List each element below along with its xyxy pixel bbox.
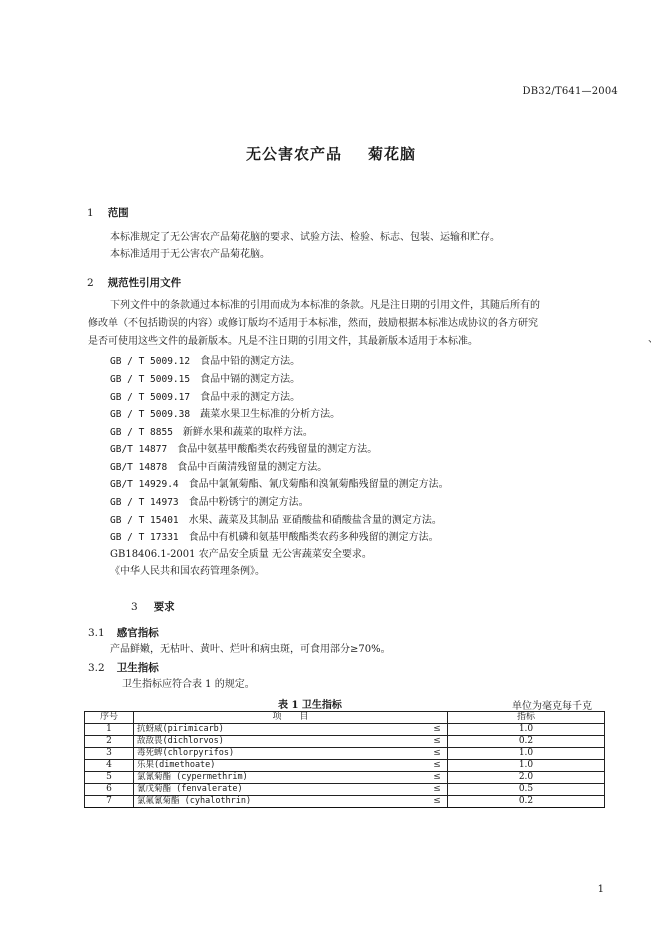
- cell-operator: ≤: [427, 736, 448, 748]
- cell-no: 6: [85, 784, 134, 796]
- cell-item: 氯氟氰菊酯 (cyhalothrin): [134, 796, 428, 808]
- normative-intro-line-3: 是否可使用这些文件的最新版本。凡是不注日期的引用文件，其最新版本适用于本标准。: [88, 336, 478, 347]
- cell-item: 抗蚜威(pirimicarb): [134, 724, 428, 736]
- cell-value: 0.5: [448, 784, 605, 796]
- cell-value: 1.0: [448, 748, 605, 760]
- subsection-3-2-heading: [88, 660, 159, 675]
- page-number: 1: [597, 884, 604, 895]
- col-header-no: 序号: [85, 712, 134, 724]
- section-number: 2: [87, 277, 94, 289]
- hygiene-indicator-table: [84, 711, 605, 808]
- cell-item: 氰戊菊酯 (fenvalerate): [134, 784, 428, 796]
- cell-value: 1.0: [448, 760, 605, 772]
- reference-item: GB / T 5009.38 蔬菜水果卫生标准的分析方法。: [110, 409, 341, 420]
- cell-item: 氯氰菊酯 (cypermethrim): [134, 772, 428, 784]
- cell-operator: ≤: [427, 796, 448, 808]
- cell-no: 5: [85, 772, 134, 784]
- reference-item: GB / T 17331 食品中有机磷和氨基甲酸酯类农药多种残留的测定方法。: [110, 532, 439, 543]
- reference-item: GB / T 15401 水果、蔬菜及其制品 亚硝酸盐和硝酸盐含量的测定方法。: [110, 515, 442, 526]
- subsection-title: 感官指标: [116, 627, 159, 639]
- cell-no: 7: [85, 796, 134, 808]
- cell-no: 1: [85, 724, 134, 736]
- normative-intro-line-1: 下列文件中的条款通过本标准的引用而成为本标准的条款。凡是注日期的引用文件，其随后所有的: [110, 300, 540, 311]
- table-row: [85, 772, 605, 784]
- subsection-title: 卫生指标: [116, 662, 159, 674]
- table-row: [85, 748, 605, 760]
- reference-item: GB / T 5009.12 食品中铅的测定方法。: [110, 356, 301, 367]
- reference-item: GB/T 14878 食品中百菌清残留量的测定方法。: [110, 462, 328, 473]
- cell-item: 敌敌畏(dichlorvos): [134, 736, 428, 748]
- col-header-item: 项 目: [134, 712, 448, 724]
- table-row: [85, 796, 605, 808]
- reference-item: GB / T 5009.15 食品中镉的测定方法。: [110, 374, 301, 385]
- section-title: 范围: [107, 207, 129, 219]
- table-row: [85, 724, 605, 736]
- cell-operator: ≤: [427, 784, 448, 796]
- title-main: 无公害农产品: [245, 145, 342, 163]
- reference-item: GB / T 8855 新鲜水果和蔬菜的取样方法。: [110, 427, 313, 438]
- normative-intro-line-2: 修改单（不包括勘误的内容）或修订版均不适用于本标准，然而，鼓励根据本标准达成协议的各方研究: [88, 318, 538, 329]
- reference-item: GB / T 5009.17 食品中汞的测定方法。: [110, 392, 301, 403]
- section-number: 1: [87, 207, 94, 219]
- reference-item: GB / T 14973 食品中粉锈宁的测定方法。: [110, 497, 309, 508]
- section-title: 规范性引用文件: [107, 277, 182, 289]
- scope-paragraph-1: 本标准规定了无公害农产品菊花脑的要求、试验方法、检验、标志、包装、运输和贮存。: [110, 232, 500, 243]
- cell-operator: ≤: [427, 772, 448, 784]
- sensory-requirement-text: 产品鲜嫩，无枯叶、黄叶、烂叶和病虫斑，可食用部分≥70%。: [110, 644, 391, 655]
- table-row: [85, 760, 605, 772]
- title-sub: 菊花脑: [368, 145, 417, 163]
- cell-no: 4: [85, 760, 134, 772]
- subsection-number: 3.1: [88, 627, 105, 639]
- cell-value: 0.2: [448, 736, 605, 748]
- reference-extra-1: GB18406.1-2001 农产品安全质量 无公害蔬菜安全要求。: [110, 549, 372, 560]
- cell-item: 毒死蜱(chlorpyrifos): [134, 748, 428, 760]
- col-header-value: 指标: [448, 712, 605, 724]
- table-caption: 表 1 卫生指标: [278, 700, 342, 711]
- table-row: [85, 784, 605, 796]
- table-row: [85, 736, 605, 748]
- cell-operator: ≤: [427, 748, 448, 760]
- section-normative-heading: [87, 275, 181, 290]
- cell-no: 2: [85, 736, 134, 748]
- margin-mark: 、: [648, 334, 658, 345]
- section-title: 要求: [153, 601, 175, 613]
- reference-item: GB/T 14877 食品中氨基甲酸酯类农药残留量的测定方法。: [110, 444, 378, 455]
- scope-paragraph-2: 本标准适用于无公害农产品菊花脑。: [110, 249, 270, 260]
- reference-extra-2: 《中华人民共和国农药管理条例》。: [110, 566, 265, 577]
- subsection-number: 3.2: [88, 662, 105, 674]
- cell-no: 3: [85, 748, 134, 760]
- cell-value: 1.0: [448, 724, 605, 736]
- hygiene-requirement-text: 卫生指标应符合表 1 的规定。: [122, 679, 255, 690]
- section-requirements-heading: [131, 599, 175, 614]
- cell-operator: ≤: [427, 760, 448, 772]
- section-number: 3: [131, 601, 138, 613]
- subsection-3-1-heading: [88, 625, 159, 640]
- document-title: [0, 143, 662, 164]
- cell-operator: ≤: [427, 724, 448, 736]
- standard-code: DB32/T641—2004: [522, 86, 618, 97]
- cell-item: 乐果(dimethoate): [134, 760, 428, 772]
- cell-value: 0.2: [448, 796, 605, 808]
- table-header-row: [85, 712, 605, 724]
- reference-item: GB/T 14929.4 食品中氯氰菊酯、氰戊菊酯和溴氰菊酯残留量的测定方法。: [110, 479, 449, 490]
- section-scope-heading: [87, 205, 129, 220]
- cell-value: 2.0: [448, 772, 605, 784]
- table-unit: 单位为毫克每千克: [512, 701, 592, 712]
